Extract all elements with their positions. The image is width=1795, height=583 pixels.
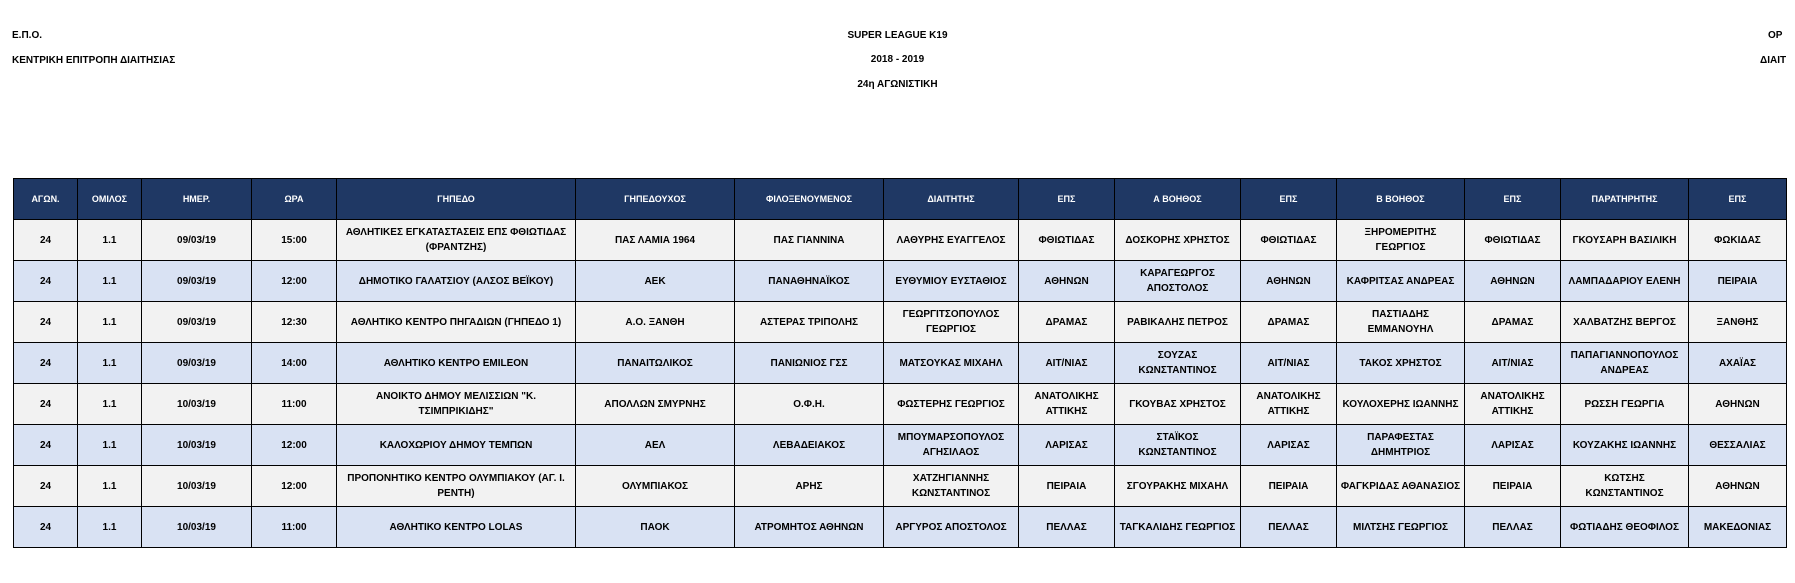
cell-observer-eps: ΑΧΑΪΑΣ	[1689, 343, 1787, 384]
committee-label: ΚΕΝΤΡΙΚΗ ΕΠΙΤΡΟΠΗ ΔΙΑΙΤΗΣΙΑΣ	[12, 55, 176, 66]
cell-time: 12:30	[252, 302, 337, 343]
cell-round: 24	[14, 343, 78, 384]
cell-assistant-a: ΣΤΑΪΚΟΣ ΚΩΝΣΤΑΝΤΙΝΟΣ	[1115, 425, 1241, 466]
table-row	[14, 220, 1787, 261]
cell-assistant-b: ΠΑΣΤΙΑΔΗΣ ΕΜΜΑΝΟΥΗΛ	[1337, 302, 1465, 343]
cell-away-team: ΛΕΒΑΔΕΙΑΚΟΣ	[735, 425, 884, 466]
cell-assistant-a-eps: ΛΑΡΙΣΑΣ	[1241, 425, 1337, 466]
cell-away-team: ΠΑΝΙΩΝΙΟΣ ΓΣΣ	[735, 343, 884, 384]
column-header-date: ΗΜΕΡ.	[142, 179, 252, 220]
cell-date: 10/03/19	[142, 384, 252, 425]
cell-date: 10/03/19	[142, 507, 252, 548]
cell-home-team: ΑΕΚ	[576, 261, 735, 302]
cell-observer: ΓΚΟΥΣΑΡΗ ΒΑΣΙΛΙΚΗ	[1561, 220, 1689, 261]
cell-time: 14:00	[252, 343, 337, 384]
cell-assistant-a: ΓΚΟΥΒΑΣ ΧΡΗΣΤΟΣ	[1115, 384, 1241, 425]
cell-observer: ΚΩΤΣΗΣ ΚΩΝΣΤΑΝΤΙΝΟΣ	[1561, 466, 1689, 507]
right-header-top: ΟΡ	[1768, 30, 1783, 41]
table-row	[14, 343, 1787, 384]
cell-assistant-a-eps: ΑΘΗΝΩΝ	[1241, 261, 1337, 302]
cell-assistant-b-eps: ΔΡΑΜΑΣ	[1465, 302, 1561, 343]
cell-assistant-b: ΚΟΥΛΟΧΕΡΗΣ ΙΩΑΝΝΗΣ	[1337, 384, 1465, 425]
cell-observer: ΡΩΣΣΗ ΓΕΩΡΓΙΑ	[1561, 384, 1689, 425]
cell-observer-eps: ΠΕΙΡΑΙΑ	[1689, 261, 1787, 302]
table-row	[14, 507, 1787, 548]
column-header-away-team: ΦΙΛΟΞΕΝΟΥΜΕΝΟΣ	[735, 179, 884, 220]
cell-referee-eps: ΑΝΑΤΟΛΙΚΗΣ ΑΤΤΙΚΗΣ	[1019, 384, 1115, 425]
cell-assistant-a: ΣΟΥΖΑΣ ΚΩΝΣΤΑΝΤΙΝΟΣ	[1115, 343, 1241, 384]
cell-assistant-a: ΔΟΣΚΟΡΗΣ ΧΡΗΣΤΟΣ	[1115, 220, 1241, 261]
table-row	[14, 384, 1787, 425]
cell-date: 10/03/19	[142, 466, 252, 507]
cell-round: 24	[14, 466, 78, 507]
cell-stadium: ΑΘΛΗΤΙΚΟ ΚΕΝΤΡΟ ΠΗΓΑΔΙΩΝ (ΓΗΠΕΔΟ 1)	[337, 302, 576, 343]
cell-time: 12:00	[252, 261, 337, 302]
cell-observer: ΦΩΤΙΑΔΗΣ ΘΕΟΦΙΛΟΣ	[1561, 507, 1689, 548]
cell-referee: ΜΠΟΥΜΑΡΣΟΠΟΥΛΟΣ ΑΓΗΣΙΛΑΟΣ	[884, 425, 1019, 466]
cell-assistant-b: ΜΙΛΤΣΗΣ ΓΕΩΡΓΙΟΣ	[1337, 507, 1465, 548]
league-title: SUPER LEAGUE K19	[847, 30, 948, 41]
table-row	[14, 425, 1787, 466]
cell-assistant-a-eps: ΦΘΙΩΤΙΔΑΣ	[1241, 220, 1337, 261]
cell-assistant-a-eps: ΑΝΑΤΟΛΙΚΗΣ ΑΤΤΙΚΗΣ	[1241, 384, 1337, 425]
cell-referee-eps: ΠΕΛΛΑΣ	[1019, 507, 1115, 548]
column-header-assistant-a-eps: ΕΠΣ	[1241, 179, 1337, 220]
cell-group: 1.1	[78, 261, 142, 302]
cell-observer-eps: ΑΘΗΝΩΝ	[1689, 384, 1787, 425]
cell-round: 24	[14, 507, 78, 548]
cell-group: 1.1	[78, 302, 142, 343]
cell-observer-eps: ΦΩΚΙΔΑΣ	[1689, 220, 1787, 261]
table-row	[14, 261, 1787, 302]
cell-referee-eps: ΑΘΗΝΩΝ	[1019, 261, 1115, 302]
cell-home-team: ΑΕΛ	[576, 425, 735, 466]
column-header-assistant-a: Α ΒΟΗΘΟΣ	[1115, 179, 1241, 220]
cell-referee-eps: ΔΡΑΜΑΣ	[1019, 302, 1115, 343]
schedule-table	[13, 178, 1787, 548]
table-header-row	[14, 179, 1787, 220]
cell-stadium: ΑΘΛΗΤΙΚΟ ΚΕΝΤΡΟ LOLAS	[337, 507, 576, 548]
cell-home-team: ΑΠΟΛΛΩΝ ΣΜΥΡΝΗΣ	[576, 384, 735, 425]
column-header-time: ΩΡΑ	[252, 179, 337, 220]
cell-home-team: ΠΑΣ ΛΑΜΙΑ 1964	[576, 220, 735, 261]
cell-time: 11:00	[252, 384, 337, 425]
cell-stadium: ΑΝΟΙΚΤΟ ΔΗΜΟΥ ΜΕΛΙΣΣΙΩΝ "Κ. ΤΣΙΜΠΡΙΚΙΔΗΣ"	[337, 384, 576, 425]
cell-time: 12:00	[252, 425, 337, 466]
cell-assistant-b-eps: ΦΘΙΩΤΙΔΑΣ	[1465, 220, 1561, 261]
cell-assistant-b-eps: ΑΙΤ/ΝΙΑΣ	[1465, 343, 1561, 384]
cell-date: 09/03/19	[142, 343, 252, 384]
column-header-assistant-b-eps: ΕΠΣ	[1465, 179, 1561, 220]
cell-home-team: ΠΑΝΑΙΤΩΛΙΚΟΣ	[576, 343, 735, 384]
cell-stadium: ΠΡΟΠΟΝΗΤΙΚΟ ΚΕΝΤΡΟ ΟΛΥΜΠΙΑΚΟΥ (ΑΓ. Ι. ΡΕΝΤΗ)	[337, 466, 576, 507]
cell-observer: ΛΑΜΠΑΔΑΡΙΟΥ ΕΛΕΝΗ	[1561, 261, 1689, 302]
cell-referee: ΜΑΤΣΟΥΚΑΣ ΜΙΧΑΗΛ	[884, 343, 1019, 384]
column-header-observer-eps: ΕΠΣ	[1689, 179, 1787, 220]
cell-group: 1.1	[78, 507, 142, 548]
matchday-label: 24η ΑΓΩΝΙΣΤΙΚΗ	[857, 79, 938, 90]
cell-assistant-b: ΤΑΚΟΣ ΧΡΗΣΤΟΣ	[1337, 343, 1465, 384]
column-header-round: ΑΓΩΝ.	[14, 179, 78, 220]
cell-referee-eps: ΛΑΡΙΣΑΣ	[1019, 425, 1115, 466]
cell-away-team: ΑΣΤΕΡΑΣ ΤΡΙΠΟΛΗΣ	[735, 302, 884, 343]
cell-assistant-a: ΚΑΡΑΓΕΩΡΓΟΣ ΑΠΟΣΤΟΛΟΣ	[1115, 261, 1241, 302]
cell-round: 24	[14, 220, 78, 261]
cell-home-team: Α.Ο. ΞΑΝΘΗ	[576, 302, 735, 343]
table-row	[14, 466, 1787, 507]
cell-stadium: ΑΘΛΗΤΙΚΕΣ ΕΓΚΑΤΑΣΤΑΣΕΙΣ ΕΠΣ ΦΘΙΩΤΙΔΑΣ (ΦΡΑΝΤΖΗΣ)	[337, 220, 576, 261]
cell-assistant-b: ΚΑΦΡΙΤΣΑΣ ΑΝΔΡΕΑΣ	[1337, 261, 1465, 302]
cell-assistant-b-eps: ΛΑΡΙΣΑΣ	[1465, 425, 1561, 466]
cell-away-team: ΠΑΣ ΓΙΑΝΝΙΝΑ	[735, 220, 884, 261]
cell-referee: ΛΑΘΥΡΗΣ ΕΥΑΓΓΕΛΟΣ	[884, 220, 1019, 261]
cell-round: 24	[14, 302, 78, 343]
cell-observer: ΠΑΠΑΓΙΑΝΝΟΠΟΥΛΟΣ ΑΝΔΡΕΑΣ	[1561, 343, 1689, 384]
cell-away-team: ΠΑΝΑΘΗΝΑΪΚΟΣ	[735, 261, 884, 302]
cell-assistant-a-eps: ΑΙΤ/ΝΙΑΣ	[1241, 343, 1337, 384]
cell-assistant-b: ΦΑΓΚΡΙΔΑΣ ΑΘΑΝΑΣΙΟΣ	[1337, 466, 1465, 507]
cell-away-team: ΑΤΡΟΜΗΤΟΣ ΑΘΗΝΩΝ	[735, 507, 884, 548]
cell-assistant-a-eps: ΠΕΛΛΑΣ	[1241, 507, 1337, 548]
cell-assistant-b-eps: ΠΕΙΡΑΙΑ	[1465, 466, 1561, 507]
cell-referee-eps: ΠΕΙΡΑΙΑ	[1019, 466, 1115, 507]
cell-time: 12:00	[252, 466, 337, 507]
cell-home-team: ΠΑΟΚ	[576, 507, 735, 548]
cell-group: 1.1	[78, 384, 142, 425]
cell-away-team: ΑΡΗΣ	[735, 466, 884, 507]
column-header-referee: ΔΙΑΙΤΗΤΗΣ	[884, 179, 1019, 220]
cell-assistant-a: ΣΓΟΥΡΑΚΗΣ ΜΙΧΑΗΛ	[1115, 466, 1241, 507]
column-header-home-team: ΓΗΠΕΔΟΥΧΟΣ	[576, 179, 735, 220]
cell-round: 24	[14, 425, 78, 466]
cell-away-team: Ο.Φ.Η.	[735, 384, 884, 425]
cell-group: 1.1	[78, 425, 142, 466]
cell-group: 1.1	[78, 466, 142, 507]
cell-group: 1.1	[78, 343, 142, 384]
cell-observer-eps: ΞΑΝΘΗΣ	[1689, 302, 1787, 343]
cell-assistant-a-eps: ΔΡΑΜΑΣ	[1241, 302, 1337, 343]
cell-assistant-a-eps: ΠΕΙΡΑΙΑ	[1241, 466, 1337, 507]
cell-stadium: ΚΑΛΟΧΩΡΙΟΥ ΔΗΜΟΥ ΤΕΜΠΩΝ	[337, 425, 576, 466]
cell-round: 24	[14, 261, 78, 302]
column-header-observer: ΠΑΡΑΤΗΡΗΤΗΣ	[1561, 179, 1689, 220]
cell-referee: ΕΥΘΥΜΙΟΥ ΕΥΣΤΑΘΙΟΣ	[884, 261, 1019, 302]
org-label: Ε.Π.Ο.	[12, 30, 43, 41]
cell-observer-eps: ΜΑΚΕΔΟΝΙΑΣ	[1689, 507, 1787, 548]
cell-date: 10/03/19	[142, 425, 252, 466]
column-header-assistant-b: Β ΒΟΗΘΟΣ	[1337, 179, 1465, 220]
cell-referee-eps: ΦΘΙΩΤΙΔΑΣ	[1019, 220, 1115, 261]
cell-assistant-b-eps: ΑΝΑΤΟΛΙΚΗΣ ΑΤΤΙΚΗΣ	[1465, 384, 1561, 425]
cell-referee: ΧΑΤΖΗΓΙΑΝΝΗΣ ΚΩΝΣΤΑΝΤΙΝΟΣ	[884, 466, 1019, 507]
cell-assistant-b: ΞΗΡΟΜΕΡΙΤΗΣ ΓΕΩΡΓΙΟΣ	[1337, 220, 1465, 261]
cell-date: 09/03/19	[142, 302, 252, 343]
cell-assistant-b-eps: ΠΕΛΛΑΣ	[1465, 507, 1561, 548]
cell-assistant-b: ΠΑΡΑΦΕΣΤΑΣ ΔΗΜΗΤΡΙΟΣ	[1337, 425, 1465, 466]
season-label: 2018 - 2019	[870, 54, 925, 65]
cell-observer: ΧΑΛΒΑΤΖΗΣ ΒΕΡΓΟΣ	[1561, 302, 1689, 343]
column-header-referee-eps: ΕΠΣ	[1019, 179, 1115, 220]
cell-time: 15:00	[252, 220, 337, 261]
column-header-stadium: ΓΗΠΕΔΟ	[337, 179, 576, 220]
cell-time: 11:00	[252, 507, 337, 548]
cell-stadium: ΔΗΜΟΤΙΚΟ ΓΑΛΑΤΣΙΟΥ (ΑΛΣΟΣ ΒΕΪΚΟΥ)	[337, 261, 576, 302]
column-header-group: ΟΜΙΛΟΣ	[78, 179, 142, 220]
cell-referee: ΓΕΩΡΓΙΤΣΟΠΟΥΛΟΣ ΓΕΩΡΓΙΟΣ	[884, 302, 1019, 343]
table-row	[14, 302, 1787, 343]
cell-observer-eps: ΑΘΗΝΩΝ	[1689, 466, 1787, 507]
cell-referee-eps: ΑΙΤ/ΝΙΑΣ	[1019, 343, 1115, 384]
cell-round: 24	[14, 384, 78, 425]
cell-date: 09/03/19	[142, 220, 252, 261]
cell-date: 09/03/19	[142, 261, 252, 302]
table-body	[14, 220, 1787, 548]
cell-observer-eps: ΘΕΣΣΑΛΙΑΣ	[1689, 425, 1787, 466]
cell-home-team: ΟΛΥΜΠΙΑΚΟΣ	[576, 466, 735, 507]
right-header-bottom: ΔΙΑΙΤ	[1760, 55, 1787, 66]
cell-assistant-a: ΡΑΒΙΚΑΛΗΣ ΠΕΤΡΟΣ	[1115, 302, 1241, 343]
cell-referee: ΦΩΣΤΕΡΗΣ ΓΕΩΡΓΙΟΣ	[884, 384, 1019, 425]
cell-stadium: ΑΘΛΗΤΙΚΟ ΚΕΝΤΡΟ EMILEON	[337, 343, 576, 384]
cell-group: 1.1	[78, 220, 142, 261]
cell-assistant-a: ΤΑΓΚΑΛΙΔΗΣ ΓΕΩΡΓΙΟΣ	[1115, 507, 1241, 548]
cell-observer: ΚΟΥΖΑΚΗΣ ΙΩΑΝΝΗΣ	[1561, 425, 1689, 466]
cell-assistant-b-eps: ΑΘΗΝΩΝ	[1465, 261, 1561, 302]
cell-referee: ΑΡΓΥΡΟΣ ΑΠΟΣΤΟΛΟΣ	[884, 507, 1019, 548]
